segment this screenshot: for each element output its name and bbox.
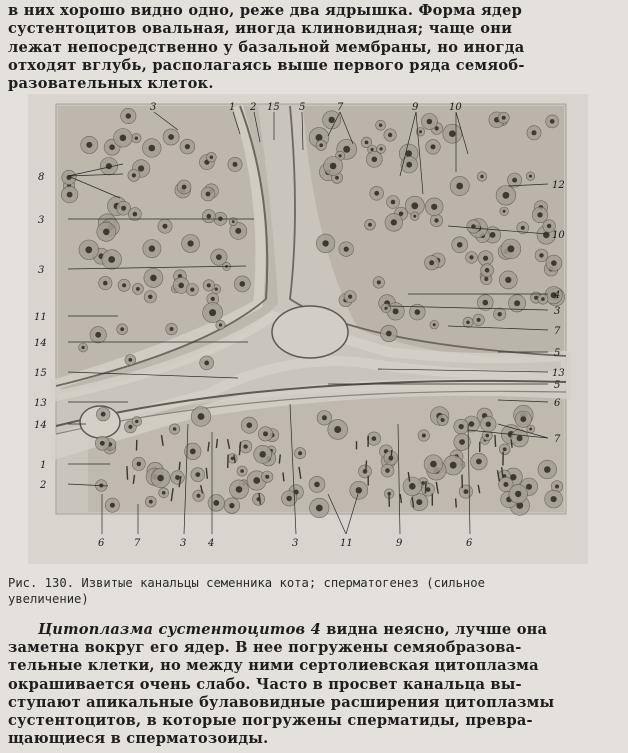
chromatin-dot [120, 135, 127, 142]
chromatin-dot [498, 312, 502, 316]
chromatin-dot [483, 256, 488, 261]
chromatin-dot [215, 288, 218, 291]
chromatin-dot [149, 145, 156, 152]
chromatin-dot [384, 307, 387, 310]
chromatin-dot [365, 141, 369, 145]
chromatin-dot [265, 475, 269, 479]
chromatin-dot [484, 277, 488, 281]
chromatin-dot [209, 309, 216, 316]
fig-label: 6 [98, 538, 105, 549]
chromatin-dot [503, 447, 507, 451]
chromatin-dot [316, 505, 323, 512]
chromatin-dot [240, 469, 244, 473]
chromatin-dot [550, 119, 555, 124]
text-line [8, 621, 608, 639]
chromatin-dot [168, 134, 174, 140]
chromatin-dot [543, 232, 550, 239]
chromatin-dot [101, 412, 106, 417]
chromatin-dot [95, 332, 101, 338]
chromatin-dot [477, 318, 481, 322]
spermatid-streak [425, 481, 426, 494]
fig-label: 14 [34, 338, 47, 349]
chromatin-dot [128, 358, 132, 362]
fig-label: 10 [449, 102, 462, 113]
fig-label: 14 [34, 420, 47, 431]
spermatid-streak [495, 435, 496, 447]
chromatin-dot [175, 475, 180, 480]
chromatin-dot [413, 215, 416, 218]
chromatin-dot [110, 503, 115, 508]
chromatin-dot [466, 321, 470, 325]
spermatid-streak [366, 461, 367, 470]
chromatin-dot [334, 426, 341, 433]
chromatin-dot [537, 212, 542, 217]
fig-label: 3 [292, 538, 299, 549]
chromatin-dot [122, 283, 126, 287]
spermatid-streak [456, 498, 457, 507]
chromatin-dot [464, 489, 469, 494]
chromatin-dot [539, 253, 543, 257]
chromatin-dot [263, 431, 268, 436]
chromatin-dot [106, 163, 112, 169]
chromatin-dot [210, 156, 213, 159]
chromatin-dot [247, 422, 253, 428]
text-line: щающиеся в сперматозоиды. [8, 730, 269, 748]
chromatin-dot [388, 133, 392, 137]
chromatin-dot [547, 224, 551, 228]
chromatin-dot [551, 260, 557, 266]
fig-label: 3 [554, 306, 561, 317]
histology-figure [28, 94, 588, 564]
chromatin-dot [544, 466, 551, 473]
chromatin-dot [197, 494, 201, 498]
chromatin-dot [67, 192, 73, 198]
chromatin-dot [433, 323, 436, 326]
chromatin-dot [469, 421, 475, 427]
chromatin-dot [173, 427, 177, 431]
fig-label: 5 [554, 380, 561, 391]
chromatin-dot [314, 482, 320, 488]
chromatin-dot [514, 300, 520, 306]
chromatin-dot [150, 275, 157, 282]
chromatin-dot [135, 137, 138, 140]
fig-label: 6 [554, 398, 561, 409]
figure-caption [8, 576, 620, 607]
chromatin-dot [555, 485, 559, 489]
chromatin-dot [415, 309, 421, 315]
text-line: заметна вокруг его ядер. В нее погружены семяобразова- [8, 639, 522, 657]
chromatin-dot [85, 246, 92, 253]
chromatin-dot [253, 477, 260, 484]
chromatin-dot [137, 462, 142, 467]
chromatin-dot [377, 280, 381, 284]
chromatin-dot [219, 323, 222, 326]
histology-illustration [28, 94, 588, 564]
chromatin-dot [503, 210, 506, 213]
chromatin-dot [240, 281, 246, 287]
chromatin-dot [178, 283, 184, 289]
text-run: видна неясно, лучше она [320, 621, 548, 638]
chromatin-dot [411, 202, 418, 209]
spermatid-streak [127, 466, 128, 480]
chromatin-dot [206, 192, 211, 197]
fig-label: 15 [267, 102, 280, 113]
chromatin-dot [298, 451, 302, 455]
chromatin-dot [371, 148, 374, 151]
chromatin-dot [109, 144, 115, 150]
body-paragraph [8, 621, 608, 748]
chromatin-dot [103, 229, 110, 236]
chromatin-dot [126, 113, 131, 118]
chromatin-dot [385, 468, 390, 473]
chromatin-dot [148, 295, 152, 299]
chromatin-dot [406, 162, 412, 168]
fig-label: 1 [229, 102, 236, 113]
interstitial-cell-cluster [272, 306, 348, 358]
chromatin-dot [82, 346, 85, 349]
chromatin-dot [216, 254, 222, 260]
chromatin-dot [485, 268, 490, 273]
fig-label: 4 [208, 538, 215, 549]
chromatin-dot [469, 255, 473, 259]
chromatin-dot [459, 424, 464, 429]
chromatin-dot [182, 185, 187, 190]
spermatid-streak [179, 462, 180, 470]
spermatid-streak [511, 439, 512, 447]
chromatin-dot [149, 500, 153, 504]
fig-label: 11 [340, 538, 353, 549]
chromatin-dot [480, 175, 483, 178]
chromatin-dot [391, 219, 397, 225]
chromatin-dot [363, 469, 368, 474]
chromatin-dot [133, 212, 138, 217]
chromatin-dot [391, 200, 396, 205]
chromatin-dot [515, 491, 521, 497]
chromatin-dot [490, 232, 496, 238]
chromatin-dot [198, 413, 205, 420]
chromatin-dot [149, 245, 155, 251]
chromatin-dot [128, 425, 132, 429]
chromatin-dot [507, 245, 514, 252]
chromatin-dot [335, 176, 339, 180]
fig-label: 1 [40, 460, 47, 471]
chromatin-dot [449, 130, 456, 137]
chromatin-dot [380, 147, 383, 150]
fig-label: 15 [34, 368, 47, 379]
italic-term: Цитоплазма сустентоцитов 4 [38, 621, 321, 638]
text-line: ступают апикальные булавовидные расширения цитоплазмы [8, 693, 555, 711]
chromatin-dot [260, 451, 266, 457]
chromatin-dot [162, 491, 166, 495]
chromatin-dot [170, 327, 174, 331]
chromatin-dot [441, 418, 445, 422]
text-line: лежат непосредственно у базальной мембраны, но иногда [8, 38, 525, 56]
chromatin-dot [233, 162, 238, 167]
spermatid-streak [283, 472, 284, 481]
chromatin-dot [190, 288, 194, 292]
fig-label: 2 [250, 102, 257, 113]
chromatin-dot [456, 183, 463, 190]
chromatin-dot [329, 117, 335, 123]
chromatin-dot [322, 240, 328, 246]
chromatin-dot [529, 428, 532, 431]
fig-label: 8 [38, 172, 45, 183]
chromatin-dot [372, 157, 378, 163]
chromatin-dot [502, 116, 506, 120]
fig-label: 3 [180, 538, 187, 549]
chromatin-dot [319, 143, 323, 147]
text-line: разовательных клеток. [8, 75, 214, 93]
text-line: тельные клетки, но между ними сертолиевская цитоплазма [8, 657, 539, 675]
chromatin-dot [379, 124, 382, 127]
chromatin-dot [517, 435, 523, 441]
chromatin-dot [287, 496, 292, 501]
chromatin-dot [431, 144, 436, 149]
chromatin-dot [503, 482, 508, 487]
chromatin-dot [422, 434, 426, 438]
fig-label: 6 [466, 538, 473, 549]
chromatin-dot [356, 487, 362, 493]
chromatin-dot [157, 475, 164, 482]
chromatin-dot [529, 175, 532, 178]
chromatin-dot [485, 434, 489, 438]
chromatin-dot [426, 487, 431, 492]
chromatin-dot [344, 247, 349, 252]
text-line: сустентоцитов, в которые погружены сперматиды, превра- [8, 712, 533, 730]
chromatin-dot [372, 436, 377, 441]
fig-label: 7 [134, 538, 141, 549]
fig-label: 7 [554, 434, 561, 445]
chromatin-dot [459, 439, 465, 445]
fig-label: 10 [552, 230, 565, 241]
chromatin-dot [195, 472, 200, 477]
chromatin-dot [386, 331, 392, 337]
chromatin-dot [207, 283, 211, 287]
fig-label: 2 [40, 480, 47, 491]
fig-label: 3 [150, 102, 157, 113]
chromatin-dot [505, 277, 511, 283]
chromatin-dot [103, 281, 108, 286]
chromatin-dot [108, 256, 115, 263]
chromatin-dot [551, 496, 557, 502]
fig-label: 4 [554, 290, 561, 301]
caption-line: Рис. 130. Извитые канальцы семенника кота; сперматогенез (сильное [8, 576, 485, 590]
text-line: отходят вглубь, располагаясь выше первого ряда семяоб- [8, 56, 525, 74]
caption-line: увеличение) [8, 591, 89, 606]
chromatin-dot [409, 483, 416, 490]
chromatin-dot [322, 415, 327, 420]
fig-label: 5 [554, 348, 561, 359]
chromatin-dot [100, 441, 105, 446]
fig-label: 13 [552, 368, 565, 379]
chromatin-dot [235, 228, 241, 234]
chromatin-dot [348, 295, 352, 299]
text-line: окрашивается очень слабо. Часто в просвет канальца вы- [8, 675, 522, 693]
chromatin-dot [429, 260, 434, 265]
chromatin-dot [343, 146, 350, 153]
chromatin-dot [132, 173, 136, 177]
chromatin-dot [534, 296, 538, 300]
chromatin-dot [86, 142, 92, 148]
chromatin-dot [135, 420, 138, 423]
fig-label: 7 [554, 326, 561, 337]
chromatin-dot [330, 163, 337, 170]
chromatin-dot [476, 459, 482, 465]
chromatin-dot [163, 224, 168, 229]
text-line: сустентоцитов овальная, иногда клиновидная; чаще они [8, 20, 513, 38]
fig-label: 11 [34, 312, 47, 323]
chromatin-dot [427, 119, 433, 125]
text-line: в них хорошо видно одно, реже два ядрышка. Форма ядер [8, 2, 523, 19]
chromatin-dot [520, 416, 526, 422]
fig-label: 9 [396, 538, 403, 549]
chromatin-dot [204, 361, 209, 366]
chromatin-dot [393, 308, 399, 314]
spermatid-streak [279, 454, 280, 463]
spermatid-streak [391, 450, 392, 461]
fig-label: 9 [412, 102, 419, 113]
fig-label: 12 [552, 180, 565, 191]
chromatin-dot [486, 422, 491, 427]
chromatin-dot [339, 154, 342, 157]
chromatin-dot [526, 484, 532, 490]
chromatin-dot [185, 144, 190, 149]
chromatin-dot [430, 461, 437, 468]
chromatin-dot [416, 499, 422, 505]
chromatin-dot [431, 204, 437, 210]
chromatin-dot [229, 503, 234, 508]
chromatin-dot [450, 462, 457, 469]
chromatin-dot [138, 165, 144, 171]
fig-label: 3 [38, 265, 45, 276]
fig-label: 13 [34, 398, 47, 409]
chromatin-dot [419, 130, 422, 133]
chromatin-dot [512, 178, 517, 183]
chromatin-dot [120, 327, 124, 331]
chromatin-dot [374, 191, 379, 196]
fig-label: 5 [299, 102, 306, 113]
chromatin-dot [213, 500, 219, 506]
chromatin-dot [521, 226, 525, 230]
top-paragraph [8, 2, 604, 93]
chromatin-dot [483, 300, 489, 306]
chromatin-dot [243, 444, 247, 448]
chromatin-dot [190, 449, 196, 455]
chromatin-dot [434, 218, 438, 222]
chromatin-dot [211, 297, 215, 301]
chromatin-dot [503, 192, 510, 199]
fig-label: 7 [337, 102, 344, 113]
chromatin-dot [541, 297, 545, 301]
spermatid-streak [206, 468, 207, 479]
chromatin-dot [136, 287, 140, 291]
chromatin-dot [532, 130, 537, 135]
chromatin-dot [457, 242, 463, 248]
spermatid-streak [216, 439, 217, 448]
chromatin-dot [188, 240, 194, 246]
chromatin-dot [368, 223, 372, 227]
chromatin-dot [207, 214, 212, 219]
chromatin-dot [121, 206, 126, 211]
fig-label: 3 [38, 215, 45, 226]
chromatin-dot [232, 220, 235, 223]
chromatin-dot [236, 486, 243, 493]
